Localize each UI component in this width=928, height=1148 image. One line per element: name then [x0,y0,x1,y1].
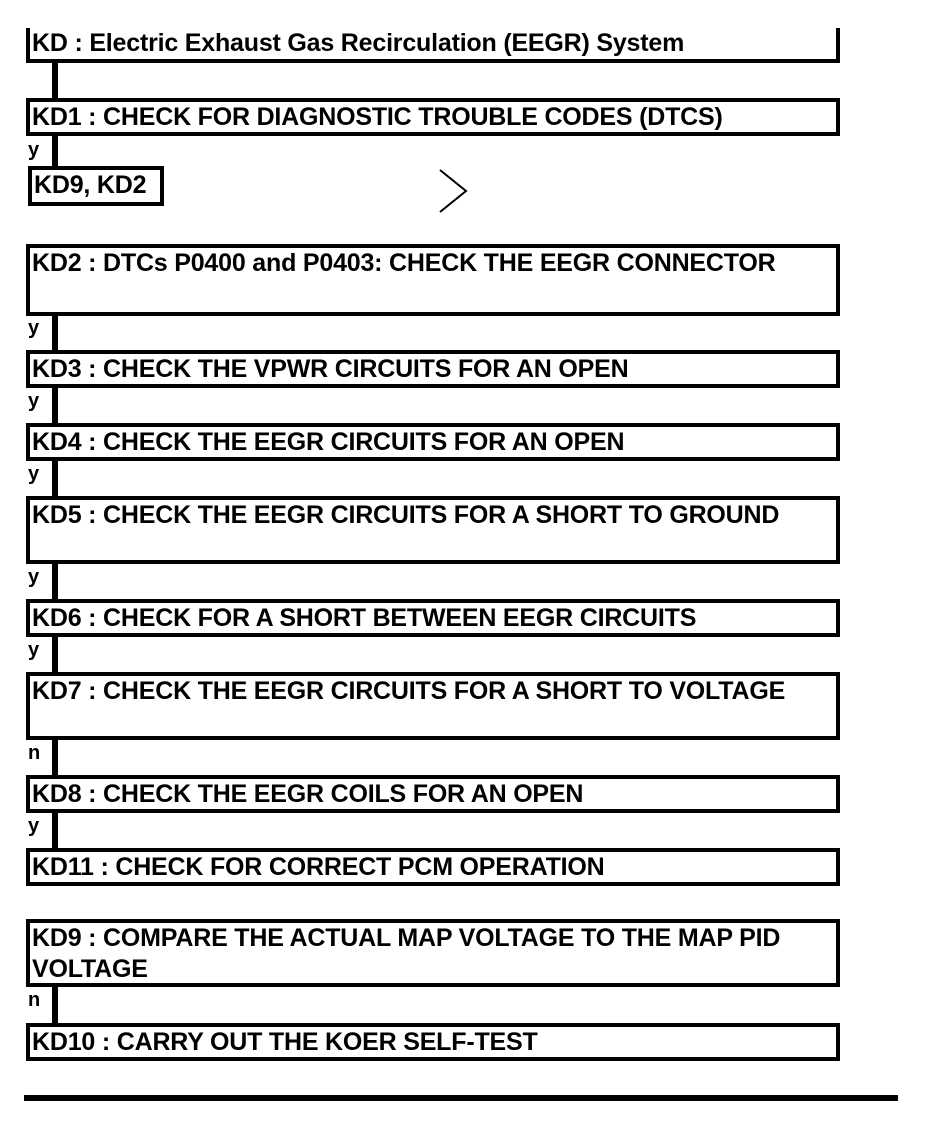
step-kd6-label: KD6 : CHECK FOR A SHORT BETWEEN EEGR CIRCUITS [32,604,697,632]
step-kd5 [26,496,840,564]
step-kd5-label: KD5 : CHECK THE EEGR CIRCUITS FOR A SHORT TO GROUND [32,501,780,529]
step-kd7 [26,672,840,740]
step-kd1-next-refs-label: KD9, KD2 [34,171,147,199]
condition-yes: y [28,139,40,161]
step-kd8 [26,775,840,813]
step-kd9 [26,919,840,987]
connector-line [52,564,58,599]
step-kd9-label: KD9 : COMPARE THE ACTUAL MAP VOLTAGE TO THE MAP PID VOLTAGE [32,924,781,983]
step-kd3-label: KD3 : CHECK THE VPWR CIRCUITS FOR AN OPEN [32,355,629,383]
step-kd6 [26,599,840,637]
connector-line [52,461,58,496]
step-kd1-label: KD1 : CHECK FOR DIAGNOSTIC TROUBLE CODES (DTCS) [32,103,723,131]
condition-no: n [28,742,41,764]
step-kd1 [26,98,840,136]
connector-line [52,388,58,423]
step-kd4-label: KD4 : CHECK THE EEGR CIRCUITS FOR AN OPEN [32,428,625,456]
footer-divider [24,1095,898,1101]
step-kd11-label: KD11 : CHECK FOR CORRECT PCM OPERATION [32,853,605,881]
step-kd10 [26,1023,840,1061]
step-kd8-label: KD8 : CHECK THE EEGR COILS FOR AN OPEN [32,780,584,808]
connector-line [52,316,58,350]
condition-yes: y [28,390,40,412]
step-kd1-next-refs [28,166,164,206]
step-kd10-label: KD10 : CARRY OUT THE KOER SELF-TEST [32,1028,538,1056]
step-kd3 [26,350,840,388]
condition-yes: y [28,815,40,837]
step-kd11 [26,848,840,886]
flowchart-title [26,28,840,63]
step-kd2-label: KD2 : DTCs P0400 and P0403: CHECK THE EEGR CONNECTOR [32,249,776,277]
condition-yes: y [28,639,40,661]
chevron-right-icon [436,168,470,214]
connector-line [52,136,58,166]
connector-line [52,740,58,775]
step-kd7-label: KD7 : CHECK THE EEGR CIRCUITS FOR A SHORT TO VOLTAGE [32,677,786,705]
step-kd2 [26,244,840,316]
flowchart-title-text: KD : Electric Exhaust Gas Recirculation (EEGR) System [32,29,685,57]
connector-line [52,637,58,672]
connector-line [52,987,58,1023]
connector-line [52,813,58,848]
condition-yes: y [28,317,40,339]
condition-no: n [28,989,41,1011]
condition-yes: y [28,566,40,588]
step-kd4 [26,423,840,461]
condition-yes: y [28,463,40,485]
connector-line [52,63,58,98]
